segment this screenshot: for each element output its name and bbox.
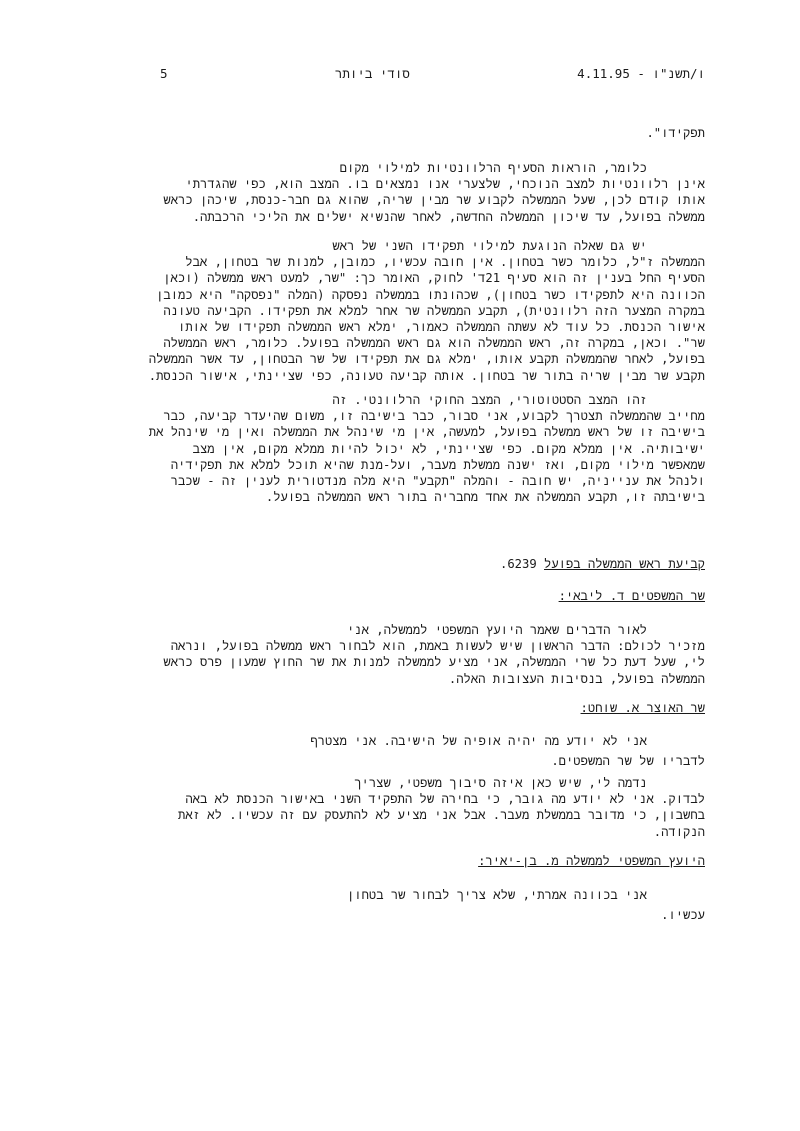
intro-line: תפקידו". [646, 126, 705, 140]
classification-label: סודי ביותר [334, 66, 410, 81]
text-line: הסעיף החל בענין זה הוא סעיף 21ד' לחוק, האומר כך: "שר, למעט ראש ממשלה (וכאן [163, 271, 705, 286]
text-line: יש גם שאלה הנוגעת למילוי תפקידו השני של ראש [332, 239, 647, 253]
text-line: אינן רלוונטיות למצב הנוכחי, שלצערי אנו נמצאים בו. המצב הוא, כפי שהגדרתי [185, 177, 705, 192]
section-heading [100, 556, 705, 572]
text-line: ממשלה בפועל, עד שיכון הממשלה החדשה, לאחר שהנשיא ישלים את הליכי הרכבתה. [192, 209, 705, 224]
text-line: בישיבתה זו, תקבע הממשלה את אחד מחבריה בתור ראש הממשלה בפועל. [265, 490, 705, 505]
section-number: 6239. [499, 557, 537, 571]
text-line: מזכיר לכולם: הדבר הראשון שיש לעשות באמת, הוא לבחור ראש ממשלה בפועל, ונראה [170, 639, 705, 654]
text-line: לי, שעל דעת כל שרי הממשלה, אני מציע לממשלה למנות את שר החוץ שמעון פרס כראש [163, 655, 705, 670]
section-title: קביעת ראש הממשלה בפועל [544, 557, 705, 571]
paragraph-3 [100, 392, 705, 505]
text-line: לבדוק. אני לא יודע מה גובר, כי בחירה של התפקיד השני באישור הכנסת לא באה [185, 792, 705, 807]
text-line: שמאפשר מילוי מקום, ואז ישנה ממשלת מעבר, ועל-מנת שהיא תוכל למלא את תפקידיה [170, 457, 705, 472]
paragraph-7 [100, 887, 705, 923]
text-line: נדמה לי, שיש כאן איזה סיבוך משפטי, שצריך [354, 776, 647, 790]
text-line: בפועל, לאחר שהממשלה תקבע אותו, ימלא גם את תפקידו של שר הבטחון, עד אשר הממשלה [148, 352, 705, 367]
header-date: ו/תשנ"ו - 4.11.95 [577, 66, 705, 81]
text-line: מחייב שהממשלה תצטרך לקבוע, אני סבור, כבר בישיבה זו, משום שהיעדר קביעה, כבר [163, 409, 705, 424]
text-line: הממשלה ז"ל, כלומר כשר בטחון. אין חובה עכשיו, כמובן, למנות שר בטחון, אבל [185, 255, 705, 270]
paragraph-2 [100, 238, 705, 384]
text-line: עכשיו. [661, 908, 705, 923]
text-line: אני לא יודע מה יהיה אופיה של הישיבה. אני מצטרף [310, 734, 647, 748]
paragraph-1 [100, 160, 705, 225]
text-line: אישור הכנסת. כל עוד לא עשתה הממשלה כאמור, ימלא ראש הממשלה תפקידו של אותו [178, 319, 705, 334]
paragraph-6 [100, 775, 705, 840]
text-line: אותו קודם לכן, שעל הממשלה לקבוע שר מבין שריה, שהוא גם חבר-כנסת, שיכהן כראש [163, 193, 705, 208]
speaker-heading [100, 853, 705, 869]
text-line: לאור הדברים שאמר היועץ המשפטי לממשלה, אני [346, 623, 647, 637]
text-line: לדבריו של שר המשפטים. [551, 754, 705, 769]
speaker-heading [100, 700, 705, 716]
text-line: הנקודה. [653, 824, 705, 839]
speaker-name: שר המשפטים ד. ליבאי: [558, 589, 705, 603]
paragraph-5 [100, 733, 705, 769]
text-line: בחשבון, כי מדובר בממשלת מעבר. אבל אני מציע לא להתעסק עם זה עכשיו. לא זאת [178, 808, 705, 823]
text-line: הממשלה בפועל, בנסיבות העצובות האלה. [448, 671, 705, 686]
text-line: זהו המצב הסטטוטורי, המצב החוקי הרלוונטי. זה [332, 393, 647, 407]
text-line: ולנהל את ענייניה, יש חובה - והמלה "תקבע" היא מלה מנדטורית לענין זה - שכבר [170, 473, 705, 488]
speaker-heading [100, 588, 705, 604]
text-line: ישיבותיה. אין ממלא מקום. כפי שציינתי, לא יכול להיות ממלא מקום, אין מצב [192, 441, 705, 456]
text-line: כלומר, הוראות הסעיף הרלוונטיות למילוי מקום [339, 161, 647, 175]
text-line: בישיבה זו של ראש ממשלה בפועל, למעשה, אין מי שינהל את הממשלה ואין מי שינהל את [148, 425, 705, 440]
page-number: 5 [160, 66, 168, 81]
text-line: אני בכוונה אמרתי, שלא צריך לבחור שר בטחון [346, 888, 647, 902]
paragraph-4 [100, 622, 705, 687]
text-line: תקבע שר מבין שריה בתור שר בטחון. אותה קביעה טעונה, כפי שציינתי, אישור הכנסת. [148, 368, 705, 383]
text-line: הכוונה היא לתפקידו כשר בטחון), שכהונתו בממשלה נפסקה (המלה "נפסקה" היא כמובן [156, 287, 705, 302]
text-line: שר". וכאן, במקרה זה, ראש הממשלה הוא גם ראש הממשלה בפועל. כלומר, ראש הממשלה [163, 336, 705, 351]
speaker-name: שר האוצר א. שוחט: [580, 701, 705, 715]
text-line: במקרה המצער הזה רלוונטית), תקבע הממשלה שר אחר למלא את תפקידו. הקביעה טעונה [163, 303, 705, 318]
page-header [160, 66, 705, 82]
speaker-name: היועץ המשפטי לממשלה מ. בן-יאיר: [478, 854, 705, 868]
